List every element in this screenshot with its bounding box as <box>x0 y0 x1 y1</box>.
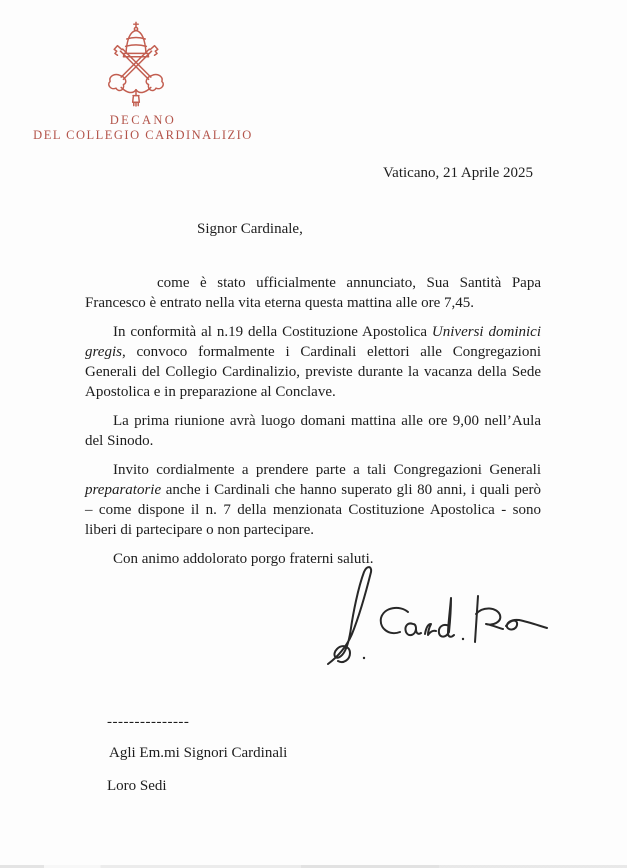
vatican-crest-icon <box>99 20 173 112</box>
footer-location: Loro Sedi <box>107 778 167 794</box>
footer-separator: --------------- <box>107 714 190 730</box>
letter-paragraph: La prima riunione avrà luogo domani mattina alle ore 9,00 nell’Aula del Sinodo. <box>85 413 541 449</box>
letter-body <box>85 219 541 578</box>
footer-addressee: Agli Em.mi Signori Cardinali <box>109 745 288 761</box>
letterhead-line2: DEL COLLEGIO CARDINALIZIO <box>33 128 253 143</box>
letter-paragraph: come è stato ufficialmente annunciato, Sua Santità Papa Francesco è entrato nella vita eterna questa mattina alle ore 7,45. <box>85 275 541 311</box>
letter-footer <box>107 714 287 796</box>
handwritten-signature <box>320 562 550 666</box>
letter-paragraph: Con animo addolorato porgo fraterni saluti. <box>113 551 374 567</box>
letterhead <box>14 113 272 143</box>
paragraphs-container <box>85 273 541 569</box>
salutation: Signor Cardinale, <box>197 221 303 237</box>
letterhead-line1: DECANO <box>109 113 177 127</box>
dateline: Vaticano, 21 Aprile 2025 <box>383 165 533 181</box>
letter-paragraph: Invito cordialmente a prendere parte a tali Congregazioni Generali preparatorie anche i Cardinali che hanno superato gli 80 anni, i quali però – come dispone il n. 7 della menzionata Costituzione Apostolica - sono liberi di partecipare o non partecipare. <box>85 462 541 538</box>
letter-paragraph: In conformità al n.19 della Costituzione Apostolica Universi dominici gregis, convoco formalmente i Cardinali elettori alle Congregazioni Generali del Collegio Cardinalizio, previste durante la vacanza della Sede Apostolica e in preparazione al Conclave. <box>85 324 541 400</box>
